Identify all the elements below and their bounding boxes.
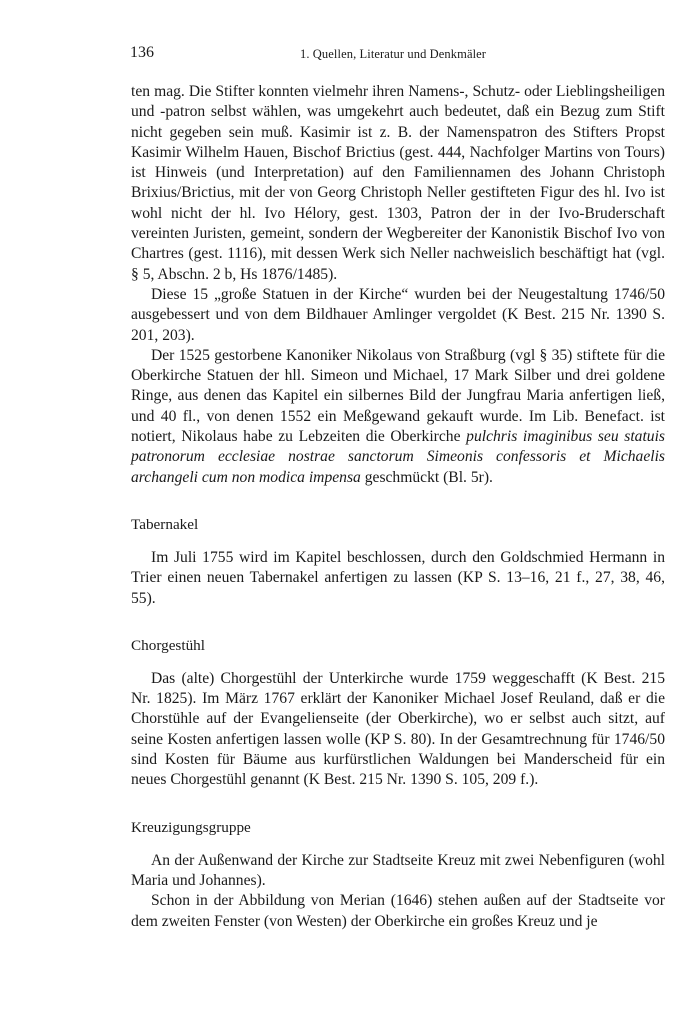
- paragraph: [131, 346, 665, 488]
- paragraph-text: Der 1525 gestorbene Kanoniker Nikolaus von Straßburg (vgl § 35) stiftete für die Oberkirche Statuen der hll. Simeon und Michael, 17 Mark Silber und drei goldene Ringe, aus denen das Kapitel ein silbernes Bild der Jungfrau Maria anfertigen ließ, und 40 fl., von denen 1552 ein Meßgewand gekauft wurde. Im Lib. Benefact. ist notiert, Nikolaus habe zu Lebzeiten die Oberkirche: [131, 346, 665, 446]
- paragraph-text: geschmückt (Bl. 5r).: [360, 468, 493, 486]
- main-text: [131, 82, 665, 932]
- section-heading-tabernakel: Tabernakel: [131, 515, 199, 533]
- paragraph: Schon in der Abbildung von Merian (1646) stehen außen auf der Stadtseite vor dem zweiten Fenster (von Westen) der Oberkirche ein großes Kreuz und je: [131, 892, 665, 930]
- paragraph: An der Außenwand der Kirche zur Stadtseite Kreuz mit zwei Nebenfiguren (wohl Maria und Johannes).: [131, 851, 665, 889]
- running-head: 1. Quellen, Literatur und Denkmäler: [300, 47, 487, 61]
- section-heading-kreuzigungsgruppe: Kreuzigungsgruppe: [131, 818, 251, 836]
- latin-quote: pulchris imaginibus seu statuis patronorum ecclesiae nostrae sanctorum Simeonis confessoris et Michaelis archangeli cum non modica impensa: [131, 428, 665, 486]
- section-heading-chorgestuehl: Chorgestühl: [131, 636, 205, 654]
- paragraph: ten mag. Die Stifter konnten vielmehr ihren Namens-, Schutz- oder Lieblingsheiligen und -patron selbst wählen, was umgekehrt auch bedeutet, daß ein Bezug zum Stift nicht gegeben sein muß. Kasimir ist z. B. der Namenspatron des Stifters Propst Kasimir Wilhelm Hauen, Bischof Brictius (gest. 444, Nachfolger Martins von Tours) ist Hinweis (und Interpretation) auf den Familiennamen des Johann Christoph Brixius/Brictius, mit der von Georg Christoph Neller gestifteten Figur des hl. Ivo ist wohl nicht der hl. Ivo Hélory, gest. 1303, Patron der in der Ivo-Bruderschaft vereinten Juristen, gemeint, sondern der Wegbereiter der Kanonistik Bischof Ivo von Chartres (gest. 1116), mit dessen Werk sich Neller nachweislich beschäftigt hat (vgl. § 5, Abschn. 2 b, Hs 1876/1485).: [131, 83, 665, 283]
- paragraph: Diese 15 „große Statuen in der Kirche“ wurden bei der Neugestaltung 1746/50 ausgebessert und von dem Bildhauer Amlinger vergoldet (K Best. 215 Nr. 1390 S. 201, 203).: [131, 285, 665, 344]
- page-number: 136: [130, 44, 154, 61]
- paragraph: Im Juli 1755 wird im Kapitel beschlossen, durch den Goldschmied Hermann in Trier einen neuen Tabernakel anfertigen zu lassen (KP S. 13–16, 21 f., 27, 38, 46, 55).: [131, 548, 665, 607]
- paragraph: Das (alte) Chorgestühl der Unterkirche wurde 1759 weggeschafft (K Best. 215 Nr. 1825). Im März 1767 erklärt der Kanoniker Michael Josef Reuland, daß er die Chorstühle auf der Evangelienseite (der Oberkirche), wo er selbst auch sitzt, auf seine Kosten anfertigen lassen wolle (KP S. 80). In der Gesamtrechnung für 1746/50 sind Kosten für Bäume aus kurfürstlichen Waldungen bei Manderscheid für ein neues Chorgestühl genannt (K Best. 215 Nr. 1390 S. 105, 209 f.).: [131, 669, 665, 789]
